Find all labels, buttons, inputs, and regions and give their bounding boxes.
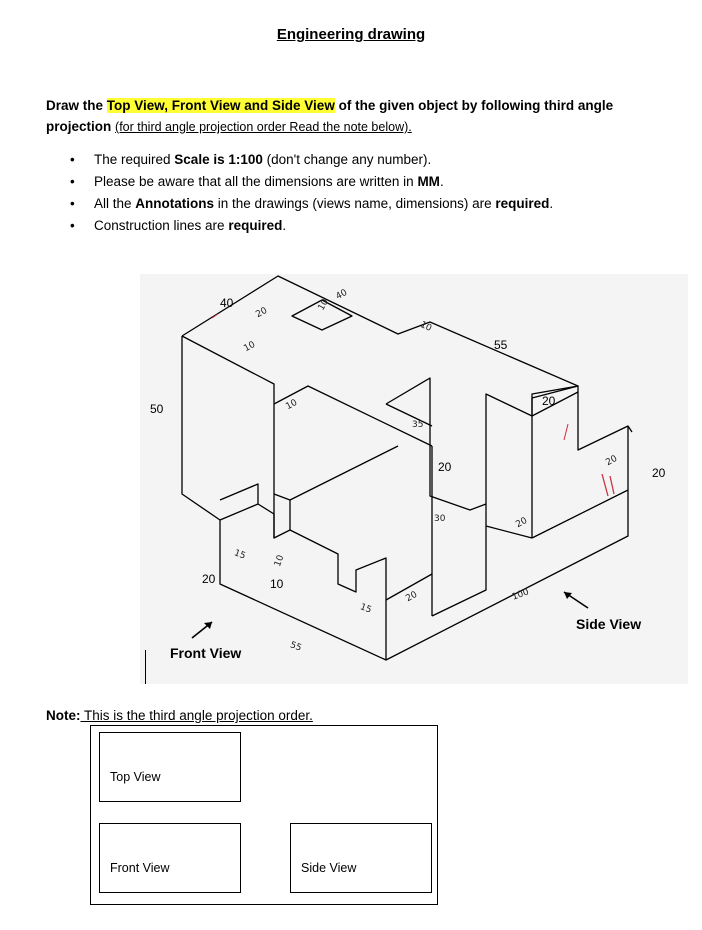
instr-note-link: (for third angle projection order Read the note below). — [115, 120, 412, 134]
hand-dim: 10 — [273, 553, 287, 569]
top-view-box-label: Top View — [110, 770, 161, 784]
side-view-box — [290, 823, 432, 893]
isometric-drawing — [140, 274, 688, 684]
dim-20-right: 20 — [652, 466, 666, 480]
hand-dim: 20 — [404, 589, 420, 605]
dim-20-step: 20 — [542, 394, 556, 408]
hand-dim: 10 — [284, 397, 300, 413]
side-view-label: Side View — [576, 616, 642, 632]
dim-20-front: 20 — [202, 572, 216, 586]
hand-dim: 20 — [514, 515, 530, 531]
hand-dim: 15 — [358, 602, 373, 616]
dim-40-top: 40 — [220, 296, 234, 310]
list-item: • Construction lines are required. — [70, 215, 553, 237]
side-view-box-label: Side View — [301, 861, 357, 875]
hand-dim: 30 — [434, 514, 446, 524]
dim-55-top: 55 — [494, 338, 508, 352]
hand-dim: 100 — [510, 587, 531, 603]
list-item: • Please be aware that all the dimensions are written in MM. — [70, 171, 553, 193]
side-view-arrow-icon — [558, 588, 592, 612]
front-view-box — [99, 823, 241, 893]
hand-dim: 10 — [418, 320, 434, 334]
front-view-label: Front View — [170, 645, 242, 661]
dim-10-front: 10 — [270, 577, 284, 591]
hand-dim: 35 — [412, 420, 424, 430]
dim-50-left: 50 — [150, 402, 164, 416]
front-view-box-label: Front View — [110, 861, 170, 875]
hand-dim: 20 — [604, 453, 620, 469]
top-view-box — [99, 732, 241, 802]
instr-highlight: Top View, Front View and Side View — [106, 98, 335, 113]
instr-post: of the given object by following third angle — [334, 98, 614, 113]
page-title: Engineering drawing — [276, 26, 426, 43]
instr-line2: projection — [46, 119, 112, 134]
hand-dim: 10 — [242, 339, 258, 355]
note-line: Note: This is the third angle projection order. — [46, 708, 313, 723]
requirements-list — [70, 149, 553, 237]
list-item: • The required Scale is 1:100 (don't change any number). — [70, 149, 553, 171]
list-item: • All the Annotations in the drawings (views name, dimensions) are required. — [70, 193, 553, 215]
front-view-arrow-icon — [188, 618, 218, 642]
hand-dim: 15 — [232, 548, 247, 562]
hand-dim: 40 — [334, 287, 350, 303]
hand-dim: 20 — [254, 305, 270, 321]
hand-dim: 55 — [288, 640, 303, 654]
instruction-paragraph — [46, 95, 656, 138]
dim-20-mid: 20 — [438, 460, 452, 474]
instr-pre: Draw the — [46, 98, 107, 113]
hand-dim: 10 — [316, 297, 331, 313]
margin-mark — [145, 650, 146, 684]
